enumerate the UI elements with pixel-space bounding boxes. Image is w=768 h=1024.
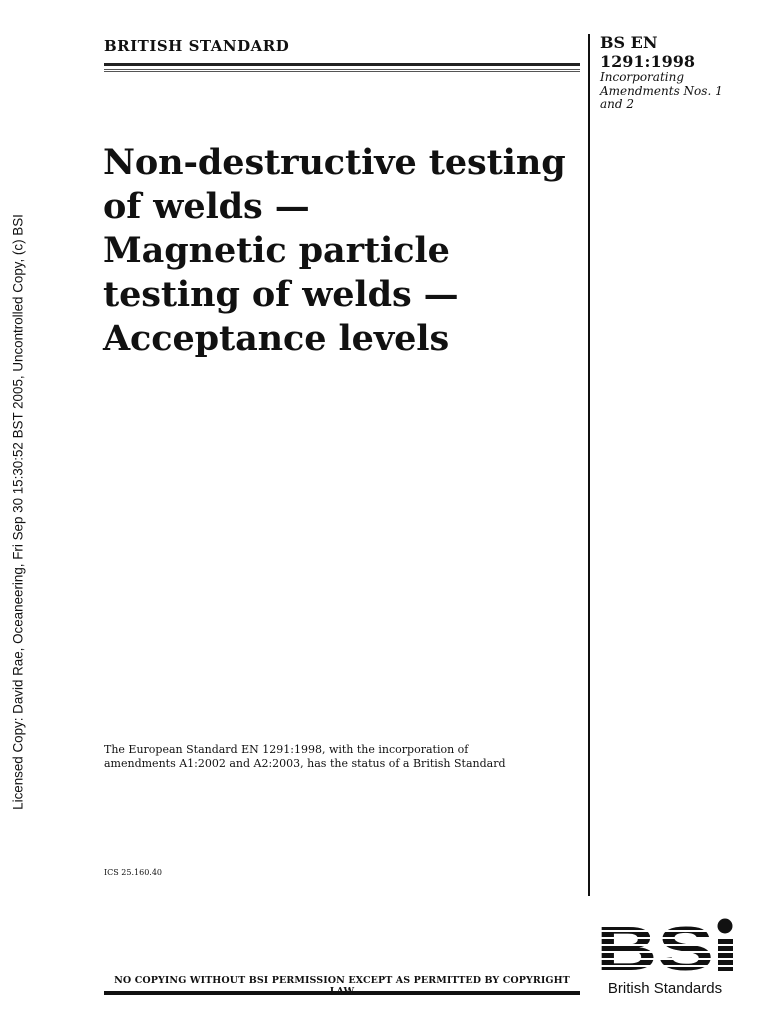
header-rule-thin-lower xyxy=(104,71,580,72)
header-rule-thick xyxy=(104,63,580,66)
document-title xyxy=(103,141,593,361)
document-number-prefix: BS EN xyxy=(600,33,658,52)
title-line: testing of welds — xyxy=(103,274,459,315)
bsi-logo xyxy=(594,918,736,1002)
title-line: of welds — xyxy=(103,186,310,227)
amendment-note-line: and 2 xyxy=(600,97,635,111)
document-number xyxy=(600,33,750,71)
status-line: The European Standard EN 1291:1998, with the incorporation of xyxy=(104,743,469,756)
copyright-notice: NO COPYING WITHOUT BSI PERMISSION EXCEPT AS PERMITTED BY COPYRIGHT xyxy=(114,975,570,986)
amendment-note-line: Amendments Nos. 1 xyxy=(600,83,723,98)
ics-code: ICS 25.160.40 xyxy=(104,868,163,877)
title-line: Magnetic particle xyxy=(103,230,450,271)
header-rule xyxy=(104,63,580,72)
license-watermark: Licensed Copy: David Rae, Oceaneering, Fri Sep 30 15:30:52 BST 2005, Uncontrolled Copy, (c) BSI xyxy=(10,214,26,810)
status-line: amendments A1:2002 and A2:2003, has the status of a British Standard xyxy=(104,756,506,770)
title-line: Acceptance levels xyxy=(103,318,450,359)
status-statement xyxy=(104,743,574,770)
document-type-label: BRITISH STANDARD xyxy=(104,37,290,55)
title-line: Non-destructive testing xyxy=(103,142,566,183)
amendment-note xyxy=(600,71,750,112)
bsi-tagline: British Standards xyxy=(607,980,723,997)
amendment-note-line: Incorporating xyxy=(600,70,685,84)
document-number-code: 1291:1998 xyxy=(600,52,695,71)
footer-rule xyxy=(104,991,580,995)
bsi-wordmark-graphic xyxy=(594,918,736,974)
header-rule-thin xyxy=(104,69,580,70)
